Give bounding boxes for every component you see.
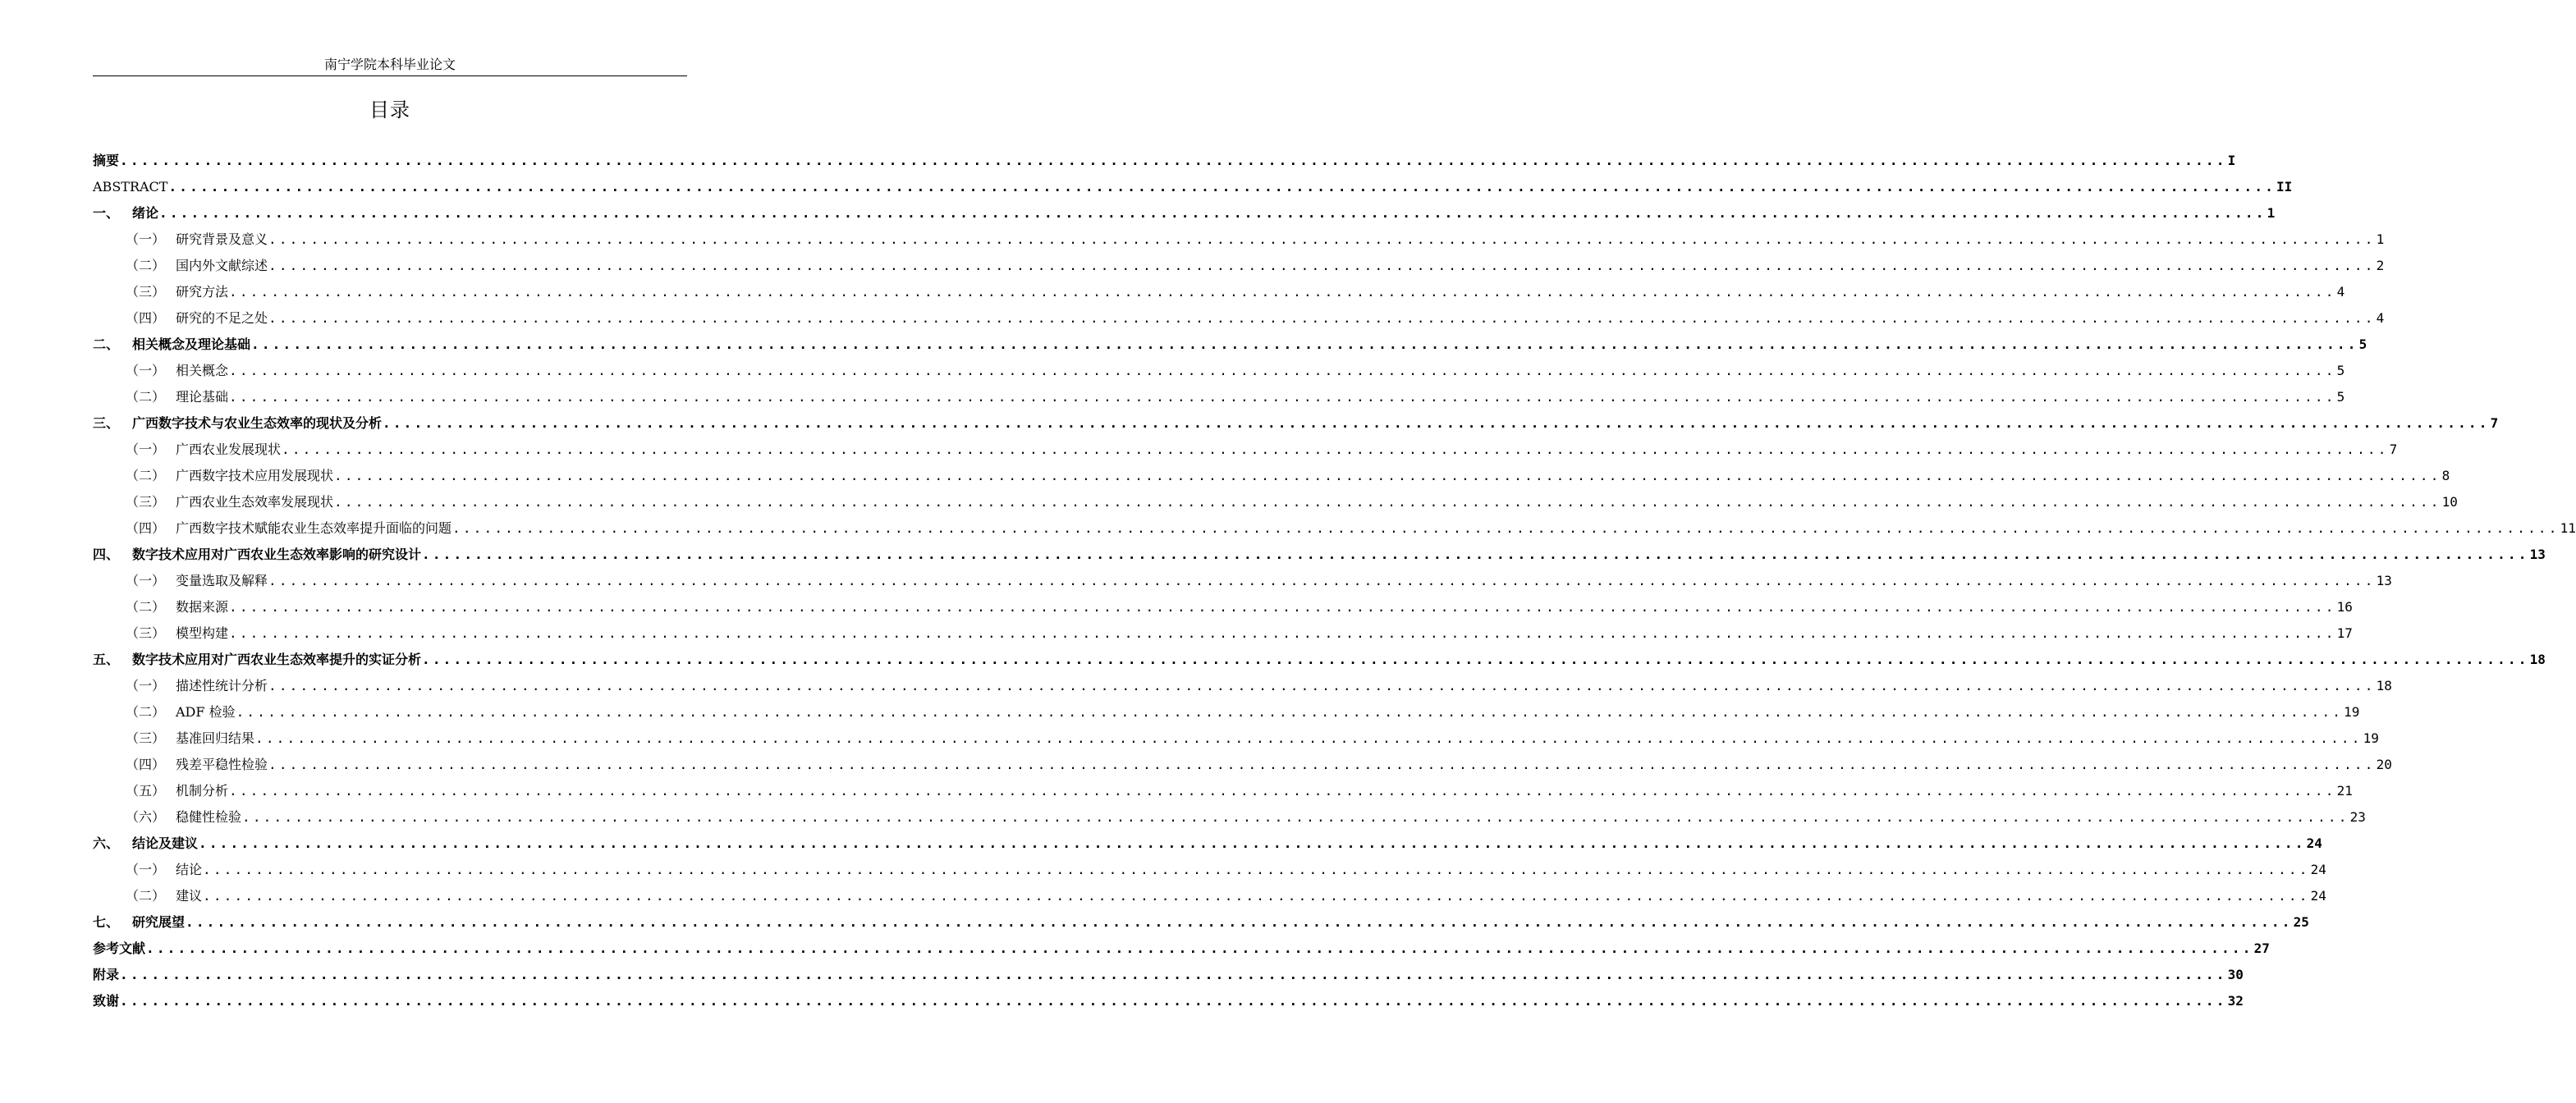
toc-entry-title: 附录: [93, 967, 120, 982]
toc-entry-title: 广西数字技术赋能农业生态效率提升面临的问题: [176, 520, 452, 536]
toc-entry-page: 7: [2389, 442, 2398, 457]
toc-entry-page: 19: [2344, 704, 2360, 720]
toc-entry-number: 七、: [93, 914, 120, 930]
toc-leader-dots: ........................................................................................................................................................................................................: [268, 310, 2376, 326]
toc-leader-dots: ........................................................................................................................................................................................................: [203, 862, 2310, 877]
toc-leader-dots: ........................................................................................................................................................................................................: [146, 941, 2253, 956]
toc-entry-number: （一）: [126, 231, 166, 247]
toc-entry[interactable]: [93, 305, 2385, 332]
toc-entry-page: 13: [2376, 573, 2392, 588]
toc-leader-dots: ........................................................................................................................................................................................................: [229, 625, 2336, 641]
toc-entry[interactable]: [93, 909, 2309, 936]
toc-leader-dots: ........................................................................................................................................................................................................: [268, 678, 2376, 693]
toc-entry[interactable]: [93, 227, 2385, 253]
toc-leader-dots: ........................................................................................................................................................................................................: [229, 363, 2336, 378]
toc-entry-page: 24: [2310, 862, 2326, 877]
toc-entry-page: 25: [2293, 914, 2309, 930]
toc-entry-number: （三）: [126, 494, 166, 510]
toc-entry-title: 绪论: [132, 205, 159, 221]
toc-entry-page: 4: [2336, 284, 2345, 300]
toc-entry-title: 变量选取及解释: [176, 573, 268, 588]
toc-entry-title: 研究背景及意义: [176, 231, 268, 247]
toc-leader-dots: ........................................................................................................................................................................................................: [120, 993, 2227, 1009]
toc-entry-page: 13: [2529, 547, 2546, 562]
toc-entry-number: （三）: [126, 625, 166, 641]
toc-entry-number: （三）: [126, 730, 166, 746]
toc-entry-page: I: [2227, 153, 2236, 168]
toc-entry[interactable]: [93, 568, 2392, 594]
toc-entry-title: 致谢: [93, 993, 120, 1009]
toc-entry[interactable]: [93, 857, 2326, 883]
page-header: 南宁学院本科毕业论文: [93, 54, 687, 76]
toc-entry-title: 摘要: [93, 153, 120, 168]
toc-entry-page: 23: [2349, 809, 2366, 825]
toc-entry-page: 21: [2336, 783, 2353, 799]
toc-entry[interactable]: [93, 489, 2458, 515]
toc-entry-page: 18: [2376, 678, 2392, 693]
toc-entry-number: （二）: [126, 599, 166, 615]
toc-leader-dots: ........................................................................................................................................................................................................: [268, 573, 2376, 588]
toc-entry[interactable]: [93, 673, 2392, 699]
toc-entry-page: 30: [2227, 967, 2244, 982]
page-title: 目录: [369, 98, 410, 121]
toc-entry-title: 描述性统计分析: [176, 678, 268, 693]
toc-entry-page: 1: [2267, 205, 2276, 221]
toc-entry-number: （一）: [126, 862, 166, 877]
toc-leader-dots: ........................................................................................................................................................................................................: [120, 967, 2227, 982]
toc-leader-dots: ........................................................................................................................................................................................................: [203, 888, 2310, 904]
toc-entry[interactable]: [93, 883, 2326, 909]
toc-entry-title: 模型构建: [176, 625, 229, 641]
toc-entry-number: （一）: [126, 573, 166, 588]
toc-entry-title: 残差平稳性检验: [176, 757, 268, 772]
toc-entry-page: 18: [2529, 652, 2546, 667]
toc-entry[interactable]: [93, 200, 2276, 227]
toc-leader-dots: ........................................................................................................................................................................................................: [229, 284, 2336, 300]
toc-entry[interactable]: [93, 620, 2353, 647]
toc-entry[interactable]: [93, 515, 2576, 542]
toc-entry-title: 广西农业发展现状: [176, 442, 282, 457]
toc-entry-page: 19: [2363, 730, 2379, 746]
toc-leader-dots: ........................................................................................................................................................................................................: [282, 442, 2389, 457]
toc-leader-dots: ........................................................................................................................................................................................................: [255, 730, 2363, 746]
toc-entry-page: 1: [2376, 231, 2385, 247]
toc-entry-page: 7: [2490, 415, 2499, 431]
toc-entry-page: II: [2276, 179, 2293, 195]
toc-leader-dots: ........................................................................................................................................................................................................: [199, 835, 2306, 851]
toc-entry-number: 一、: [93, 205, 120, 221]
toc-leader-dots: ........................................................................................................................................................................................................: [422, 652, 2529, 667]
toc-entry-page: 8: [2441, 468, 2450, 483]
toc-entry-title: ABSTRACT: [93, 179, 168, 195]
toc-entry-page: 24: [2310, 888, 2326, 904]
toc-entry[interactable]: [93, 699, 2360, 725]
toc-entry-number: 六、: [93, 835, 120, 851]
toc-entry-title: 建议: [176, 888, 203, 904]
toc-entry[interactable]: [93, 962, 2244, 988]
toc-entry-page: 20: [2376, 757, 2392, 772]
toc-entry-page: 16: [2336, 599, 2353, 615]
toc-entry-number: （一）: [126, 678, 166, 693]
toc-entry-page: 4: [2376, 310, 2385, 326]
toc-entry[interactable]: [93, 936, 2270, 962]
toc-entry[interactable]: [93, 647, 2546, 673]
toc-entry-title: 研究展望: [132, 914, 186, 930]
toc-entry[interactable]: [93, 594, 2353, 620]
toc-leader-dots: ........................................................................................................................................................................................................: [229, 783, 2336, 799]
toc-entry-number: （二）: [126, 258, 166, 273]
toc-entry-title: ADF 检验: [176, 704, 236, 720]
toc-entry-number: （四）: [126, 757, 166, 772]
toc-entry-page: 2: [2376, 258, 2385, 273]
toc-entry[interactable]: [93, 148, 2236, 174]
toc-entry-page: 5: [2336, 363, 2345, 378]
toc-entry-number: （一）: [126, 363, 166, 378]
toc-entry[interactable]: [93, 778, 2353, 804]
toc-entry-title: 研究的不足之处: [176, 310, 268, 326]
toc-entry-title: 数字技术应用对广西农业生态效率提升的实证分析: [132, 652, 422, 667]
toc-leader-dots: ........................................................................................................................................................................................................: [334, 494, 2441, 510]
toc-entry-page: 27: [2253, 941, 2270, 956]
toc-entry-page: 32: [2227, 993, 2244, 1009]
toc-entry-number: （四）: [126, 310, 166, 326]
toc-entry-number: 五、: [93, 652, 120, 667]
toc-leader-dots: ........................................................................................................................................................................................................: [242, 809, 2349, 825]
toc-leader-dots: ........................................................................................................................................................................................................: [268, 231, 2376, 247]
toc-entry[interactable]: [93, 542, 2546, 568]
toc-entry-title: 相关概念: [176, 363, 229, 378]
toc-entry-title: 广西数字技术应用发展现状: [176, 468, 334, 483]
toc-leader-dots: ........................................................................................................................................................................................................: [120, 153, 2227, 168]
toc-leader-dots: ........................................................................................................................................................................................................: [268, 757, 2376, 772]
toc-entry-title: 数据来源: [176, 599, 229, 615]
toc-leader-dots: ........................................................................................................................................................................................................: [186, 914, 2293, 930]
toc-entry-page: 10: [2441, 494, 2458, 510]
toc-entry-title: 稳健性检验: [176, 809, 242, 825]
toc-entry-title: 国内外文献综述: [176, 258, 268, 273]
toc-entry-title: 研究方法: [176, 284, 229, 300]
toc-entry-number: 三、: [93, 415, 120, 431]
toc-entry-title: 机制分析: [176, 783, 229, 799]
toc-entry[interactable]: [93, 410, 2499, 437]
toc-entry-number: （二）: [126, 468, 166, 483]
toc-entry-title: 理论基础: [176, 389, 229, 405]
toc-entry-title: 结论及建议: [132, 835, 199, 851]
toc-entry-page: 5: [2336, 389, 2345, 405]
toc-entry[interactable]: [93, 279, 2345, 305]
toc-entry-number: （二）: [126, 389, 166, 405]
toc-leader-dots: ........................................................................................................................................................................................................: [168, 179, 2276, 195]
toc-leader-dots: ........................................................................................................................................................................................................: [452, 520, 2560, 536]
toc-leader-dots: ........................................................................................................................................................................................................: [334, 468, 2441, 483]
toc-entry-number: （五）: [126, 783, 166, 799]
toc-entry-title: 参考文献: [93, 941, 146, 956]
toc-entry[interactable]: [93, 384, 2345, 410]
toc-entry-number: （三）: [126, 284, 166, 300]
toc-leader-dots: ........................................................................................................................................................................................................: [236, 704, 2344, 720]
toc-leader-dots: ........................................................................................................................................................................................................: [422, 547, 2529, 562]
toc-entry-page: 5: [2358, 336, 2367, 352]
toc-entry[interactable]: [93, 725, 2379, 752]
toc-entry-title: 基准回归结果: [176, 730, 255, 746]
toc-entry[interactable]: [93, 804, 2366, 831]
toc-entry[interactable]: [93, 437, 2398, 463]
toc-entry-number: 四、: [93, 547, 120, 562]
toc-entry[interactable]: [93, 831, 2322, 857]
toc-entry-number: 二、: [93, 336, 120, 352]
toc-entry-number: （一）: [126, 442, 166, 457]
toc-entry[interactable]: [93, 752, 2392, 778]
toc-leader-dots: ........................................................................................................................................................................................................: [268, 258, 2376, 273]
toc-entry-page: 17: [2336, 625, 2353, 641]
toc-leader-dots: ........................................................................................................................................................................................................: [229, 599, 2336, 615]
toc-entry-title: 结论: [176, 862, 203, 877]
toc-entry[interactable]: [93, 253, 2385, 279]
toc-entry-number: （二）: [126, 704, 166, 720]
toc-entry-page: 24: [2306, 835, 2322, 851]
toc-entry-title: 广西数字技术与农业生态效率的现状及分析: [132, 415, 383, 431]
toc-leader-dots: ........................................................................................................................................................................................................: [383, 415, 2490, 431]
toc-entry[interactable]: [93, 358, 2345, 384]
toc-entry-page: 11: [2560, 520, 2576, 536]
toc-entry-number: （二）: [126, 888, 166, 904]
toc-entry-title: 相关概念及理论基础: [132, 336, 251, 352]
toc-leader-dots: ........................................................................................................................................................................................................: [229, 389, 2336, 405]
table-of-contents: [93, 148, 2576, 1014]
toc-leader-dots: ........................................................................................................................................................................................................: [159, 205, 2267, 221]
toc-entry-title: 广西农业生态效率发展现状: [176, 494, 334, 510]
toc-entry-title: 数字技术应用对广西农业生态效率影响的研究设计: [132, 547, 422, 562]
toc-entry-number: （六）: [126, 809, 166, 825]
toc-entry[interactable]: [93, 463, 2450, 489]
toc-entry[interactable]: [93, 332, 2367, 358]
toc-leader-dots: ........................................................................................................................................................................................................: [251, 336, 2358, 352]
toc-entry[interactable]: [93, 988, 2244, 1014]
toc-entry[interactable]: [93, 174, 2293, 200]
toc-entry-number: （四）: [126, 520, 166, 536]
